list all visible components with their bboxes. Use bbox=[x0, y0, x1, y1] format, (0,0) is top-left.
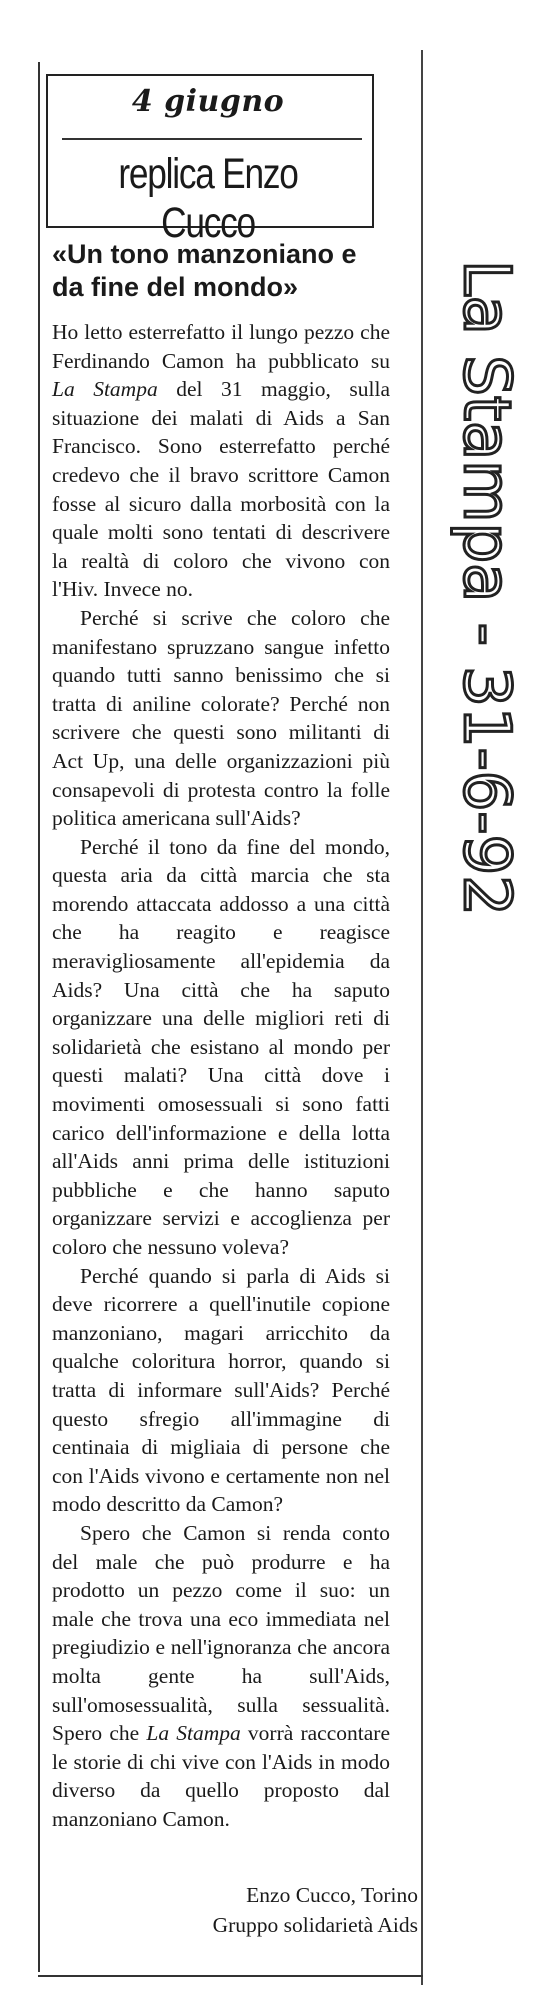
right-border-rule bbox=[421, 50, 423, 1985]
signature-author: Enzo Cucco, Torino bbox=[246, 1883, 418, 1907]
section-title: replica Enzo Cucco bbox=[118, 150, 298, 247]
paragraph-1 bbox=[52, 318, 390, 604]
signature-group: Gruppo solidarietà Aids bbox=[212, 1913, 418, 1937]
article-body bbox=[52, 318, 390, 1833]
paragraph-4: Perché quando si parla di Aids si deve ricorrere a quell'inutile copione manzoniano, magari arricchito da qualche coloritura horror, quando si tratta di informare sull'Aids? Perché questo sfregio all'immagine di centinaia di migliaia di persone che con l'Aids vivono e certamente non nel modo descritto da Camon? bbox=[52, 1263, 390, 1517]
paragraph-3: Perché il tono da fine del mondo, questa aria da città marcia che sta morendo attaccata addosso a una città che ha reagito e reagisce meravigliosamente all'epidemia da Aids? Una città che ha saputo organizzare una delle migliori reti di solidarietà che esistano al mondo per questi malati? Una città dove i movimenti omosessuali si sono fatti carico dell'informazione e della lotta all'Aids anni prima delle istituzioni pubbliche e che hanno saputo organizzare servizi e accoglienza per coloro che nessuno voleva? bbox=[52, 834, 390, 1259]
bottom-border-rule bbox=[38, 1975, 423, 1977]
paragraph-2: Perché si scrive che coloro che manifestano spruzzano sangue infetto quando tutti sanno benissimo che si tratta di aniline colorate? Perché non scrivere che questi sono militanti di Act Up, una delle organizzazioni più consapevoli di protesta contro la folle politica americana sull'Aids? bbox=[52, 605, 390, 831]
header-divider bbox=[62, 138, 362, 140]
paragraph-1-text-b: del 31 maggio, sulla situazione dei malati di Aids a San Francisco. Sono esterrefatto perché credevo che il bravo scrittore Camon fosse al sicuro dalla morbosità con la quale molti sono tentati di descrivere la realtà di coloro che vivono con l'Hiv. Invece no. bbox=[52, 377, 390, 602]
paragraph-5 bbox=[52, 1519, 390, 1834]
handwritten-note-drawing bbox=[425, 250, 555, 970]
signature bbox=[180, 1880, 418, 1940]
paragraph-1-text-a: Ho letto esterrefatto il lungo pezzo che Ferdinando Camon ha pubblicato su bbox=[52, 320, 390, 373]
handwritten-note bbox=[425, 250, 555, 970]
paragraph-5-text-a: Spero che Camon si renda conto del male che può produrre e ha prodotto un pezzo come il suo: un male che trova una eco immediata nel pregiudizio e nell'ignoranza che ancora molta gente ha sull'Aids, sull'omosessualità, sulla sessualità. Spero che bbox=[52, 1520, 390, 1746]
newspaper-name: La Stampa bbox=[52, 377, 158, 402]
article-headline: «Un tono manzoniano e da fine del mondo» bbox=[52, 239, 357, 302]
handwritten-note-text: La Stampa - 31-6-92 bbox=[449, 260, 523, 916]
article-date: 4 giugno bbox=[131, 84, 285, 119]
paragraph-5-text-b: vorrà raccontare le storie di chi vive con l'Aids in modo diverso da quello proposto dal manzoniano Camon. bbox=[52, 1721, 390, 1831]
left-border-rule bbox=[38, 62, 40, 1972]
newspaper-name: La Stampa bbox=[146, 1721, 241, 1746]
